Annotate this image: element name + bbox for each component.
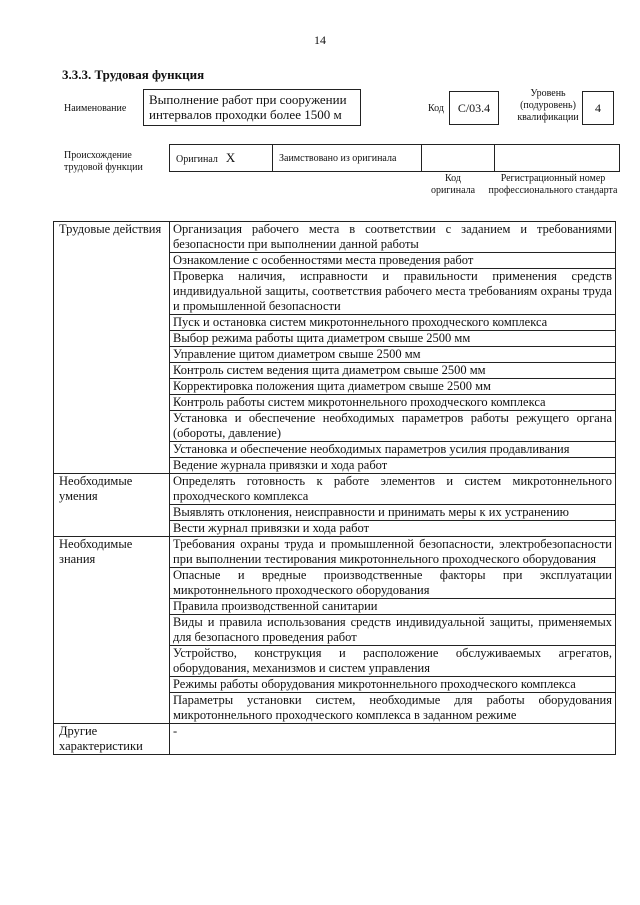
origin-label: Происхождение трудовой функции — [64, 150, 143, 173]
code-label: Код — [428, 103, 444, 114]
group-item: Выявлять отклонения, неисправности и принимать меры к их устранению — [170, 505, 616, 521]
table-row — [54, 222, 616, 253]
table-row — [54, 474, 616, 505]
group-item: Организация рабочего места в соответствии с заданием и требованиями безопасности при выполнении данной работы — [170, 222, 616, 253]
group-item: Ведение журнала привязки и хода работ — [170, 458, 616, 474]
group-item: Правила производственной санитарии — [170, 599, 616, 615]
reg-number-caption: Регистрационный номер профессионального стандарта — [488, 173, 618, 196]
group-item: Требования охраны труда и промышленной безопасности, электробезопасности при выполнении тестирования микротоннельного проходческого оборудования — [170, 537, 616, 568]
group-item: Опасные и вредные производственные факторы при эксплуатации микротоннельного проходческого оборудования — [170, 568, 616, 599]
original-label: Оригинал — [176, 154, 218, 165]
group-item: Виды и правила использования средств индивидуальной защиты, применяемых для безопасного проведения работ — [170, 615, 616, 646]
group-item: Режимы работы оборудования микротоннельного проходческого комплекса — [170, 677, 616, 693]
original-mark: X — [225, 150, 236, 165]
original-code-cell — [422, 145, 495, 172]
group-item: Управление щитом диаметром свыше 2500 мм — [170, 347, 616, 363]
borrowed-label: Заимствовано из оригинала — [279, 152, 397, 164]
original-code-caption: Код оригинала — [430, 173, 476, 196]
group-title: Необходимые умения — [54, 474, 170, 537]
group-item: - — [170, 724, 616, 755]
borrowed-cell — [273, 145, 422, 172]
table-row — [54, 724, 616, 755]
function-details-table — [53, 221, 616, 755]
page-number: 14 — [314, 33, 326, 47]
group-item: Установка и обеспечение необходимых параметров усилия продавливания — [170, 442, 616, 458]
group-item: Устройство, конструкция и расположение обслуживаемых агрегатов, оборудования, механизмов и систем управления — [170, 646, 616, 677]
origin-table — [169, 144, 620, 172]
function-details-body — [54, 222, 616, 755]
group-item: Ознакомление с особенностями места проведения работ — [170, 253, 616, 269]
name-label: Наименование — [64, 103, 127, 114]
group-item: Выбор режима работы щита диаметром свыше 2500 мм — [170, 331, 616, 347]
group-item: Контроль систем ведения щита диаметром свыше 2500 мм — [170, 363, 616, 379]
group-item: Вести журнал привязки и хода работ — [170, 521, 616, 537]
function-name-box: Выполнение работ при сооружении интервалов проходки более 1500 м — [143, 89, 361, 126]
code-box: С/03.4 — [449, 91, 499, 125]
group-title: Трудовые действия — [54, 222, 170, 474]
level-label: Уровень (подуровень) квалификации — [517, 88, 579, 123]
group-item: Установка и обеспечение необходимых параметров работы режущего органа (обороты, давление) — [170, 411, 616, 442]
group-item: Параметры установки систем, необходимые для работы оборудования микротоннельного проходческого комплекса в заданном режиме — [170, 693, 616, 724]
reg-number-cell — [495, 145, 620, 172]
level-box: 4 — [582, 91, 614, 125]
group-item: Корректировка положения щита диаметром свыше 2500 мм — [170, 379, 616, 395]
section-title: 3.3.3. Трудовая функция — [62, 67, 205, 82]
group-item: Контроль работы систем микротоннельного проходческого комплекса — [170, 395, 616, 411]
group-item: Пуск и остановка систем микротоннельного проходческого комплекса — [170, 315, 616, 331]
group-item: Проверка наличия, исправности и правильности применения средств индивидуальной защиты, соответствия рабочего места требованиям охраны труда и промышленной безопасности — [170, 269, 616, 315]
group-title: Другие характеристики — [54, 724, 170, 755]
group-item: Определять готовность к работе элементов и систем микротоннельного проходческого комплекса — [170, 474, 616, 505]
original-cell — [170, 145, 273, 172]
table-row — [54, 537, 616, 568]
group-title: Необходимые знания — [54, 537, 170, 724]
